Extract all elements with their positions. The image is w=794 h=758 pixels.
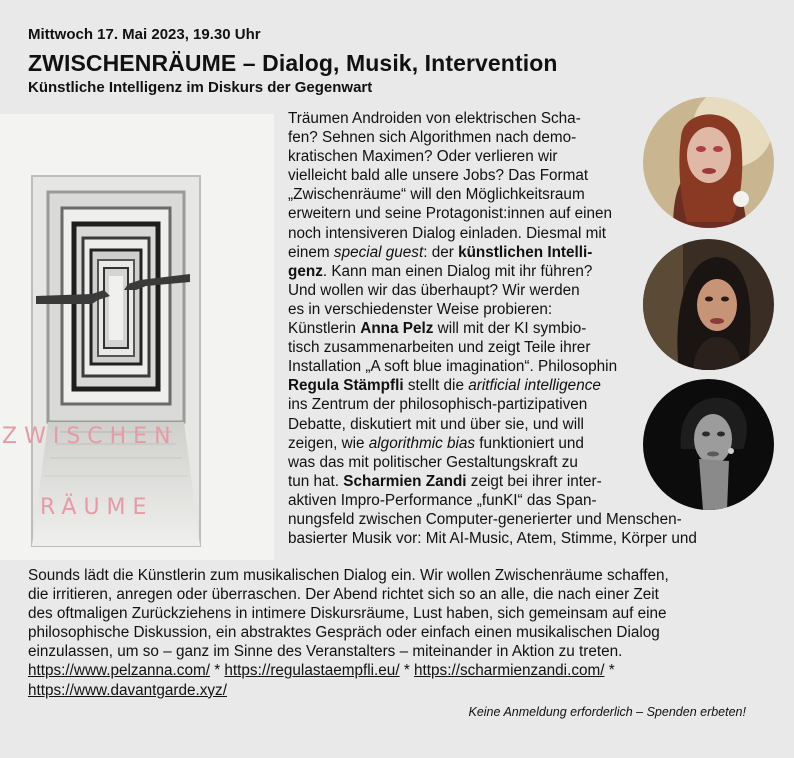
poster-word-raeume: RÄUME	[40, 495, 154, 520]
poster-word-zwischen: ZWISCHEN	[2, 424, 178, 449]
body-line: fen? Sehnen sich Algorithmen nach demo-	[288, 129, 577, 147]
body-line: es in verschiedenster Weise probieren:	[288, 300, 553, 318]
text: tun hat.	[288, 472, 344, 490]
description-continued	[28, 566, 788, 700]
body-line	[288, 262, 648, 281]
link-separator: *	[209, 662, 225, 680]
body-line: ins Zentrum der philosophisch-partizipativen	[288, 396, 588, 414]
links-line	[28, 681, 788, 700]
link-separator: *	[399, 662, 415, 680]
artist-name-scharmien-zandi: Scharmien Zandi	[343, 472, 467, 490]
body-line: erweitern und seine Protagonist:innen auf einen	[288, 205, 613, 223]
emphasis-bias: algorithmic bias	[368, 434, 476, 452]
text: funktioniert und	[475, 434, 584, 452]
body-line	[288, 472, 648, 491]
link-scharmienzandi[interactable]: https://scharmienzandi.com/	[414, 662, 605, 680]
text: zeigt bei ihrer inter-	[466, 472, 602, 490]
text: will mit der KI symbio-	[433, 320, 587, 338]
corridor-illustration	[0, 114, 274, 560]
body-line: nungsfeld zwischen Computer-generierter und Menschen-	[288, 510, 682, 528]
emphasis-ai: aritficial intelligence	[468, 377, 601, 395]
body-line	[288, 319, 648, 338]
body-line: Träumen Androiden von elektrischen Scha-	[288, 110, 581, 127]
text: einem	[288, 243, 334, 261]
body-line: Installation „A soft blue imagination“. Philosophin	[288, 358, 618, 376]
link-pelzanna[interactable]: https://www.pelzanna.com/	[28, 662, 210, 680]
registration-note: Keine Anmeldung erforderlich – Spenden erbeten!	[468, 705, 746, 719]
emphasis-special-guest: special guest	[333, 243, 424, 261]
body-line: basierter Musik vor: Mit AI-Music, Atem, Stimme, Körper und	[288, 530, 697, 548]
text: : der	[423, 243, 459, 261]
text: Künstlerin	[288, 320, 361, 338]
body-line: aktiven Impro-Performance „funKI“ das Span-	[288, 491, 597, 509]
body-line: „Zwischenräume“ will den Möglichkeitsraum	[288, 186, 585, 204]
link-davantgarde[interactable]: https://www.davantgarde.xyz/	[28, 681, 227, 699]
poster-image	[0, 114, 274, 560]
body-line	[288, 376, 648, 395]
body-line: noch intensiveren Dialog einladen. Diesmal mit	[288, 224, 607, 242]
body-line: philosophische Diskussion, ein abstraktes Gespräch oder einfach einen musikalischen Dialog	[28, 624, 660, 642]
body-line: tisch zusammenarbeiten und zeigt Teile ihrer	[288, 339, 591, 357]
link-regulastaempfli[interactable]: https://regulastaempfli.eu/	[224, 662, 400, 680]
body-line: was das mit politischer Gestaltungskraft zu	[288, 453, 578, 471]
body-line: Sounds lädt die Künstlerin zum musikalischen Dialog ein. Wir wollen Zwischenräume schaffen,	[28, 567, 669, 584]
body-line	[288, 434, 648, 453]
body-line: des oftmaligen Zurückziehens in intimere Diskursräume, Lust haben, sich gemeinsam auf eine	[28, 605, 667, 623]
body-line: Debatte, diskutiert mit und über sie, und will	[288, 415, 584, 433]
emphasis-ki: genz	[288, 262, 323, 280]
body-line: einzulassen, um so – ganz im Sinne des Veranstalters – miteinander in Aktion zu treten.	[28, 643, 623, 661]
body-line: vielleicht bald alle unsere Jobs? Das Format	[288, 167, 589, 185]
portrait-regula-staempfli	[643, 239, 774, 370]
portrait-anna-pelz	[643, 97, 774, 228]
description-column	[288, 109, 697, 548]
link-separator: *	[604, 662, 615, 680]
text: stellt die	[403, 377, 469, 395]
event-subtitle: Künstliche Intelligenz im Diskurs der Gegenwart	[28, 79, 373, 96]
body-line	[288, 243, 648, 262]
body-line: Und wollen wir das überhaupt? Wir werden	[288, 281, 580, 299]
body-line: die irritieren, anregen oder überraschen. Der Abend richtet sich so an alle, die nach einer Zeit	[28, 586, 659, 604]
text: zeigen, wie	[288, 434, 369, 452]
body-line: kratischen Maximen? Oder verlieren wir	[288, 148, 558, 166]
event-date: Mittwoch 17. Mai 2023, 19.30 Uhr	[28, 26, 261, 43]
artist-name-regula-staempfli: Regula Stämpfli	[288, 377, 404, 395]
artist-name-anna-pelz: Anna Pelz	[360, 320, 434, 338]
emphasis-ki: künstlichen Intelli-	[458, 243, 593, 261]
portrait-scharmien-zandi	[643, 379, 774, 510]
text: . Kann man einen Dialog mit ihr führen?	[322, 262, 593, 280]
event-title: ZWISCHENRÄUME – Dialog, Musik, Intervention	[28, 50, 558, 76]
links-line	[28, 661, 788, 680]
